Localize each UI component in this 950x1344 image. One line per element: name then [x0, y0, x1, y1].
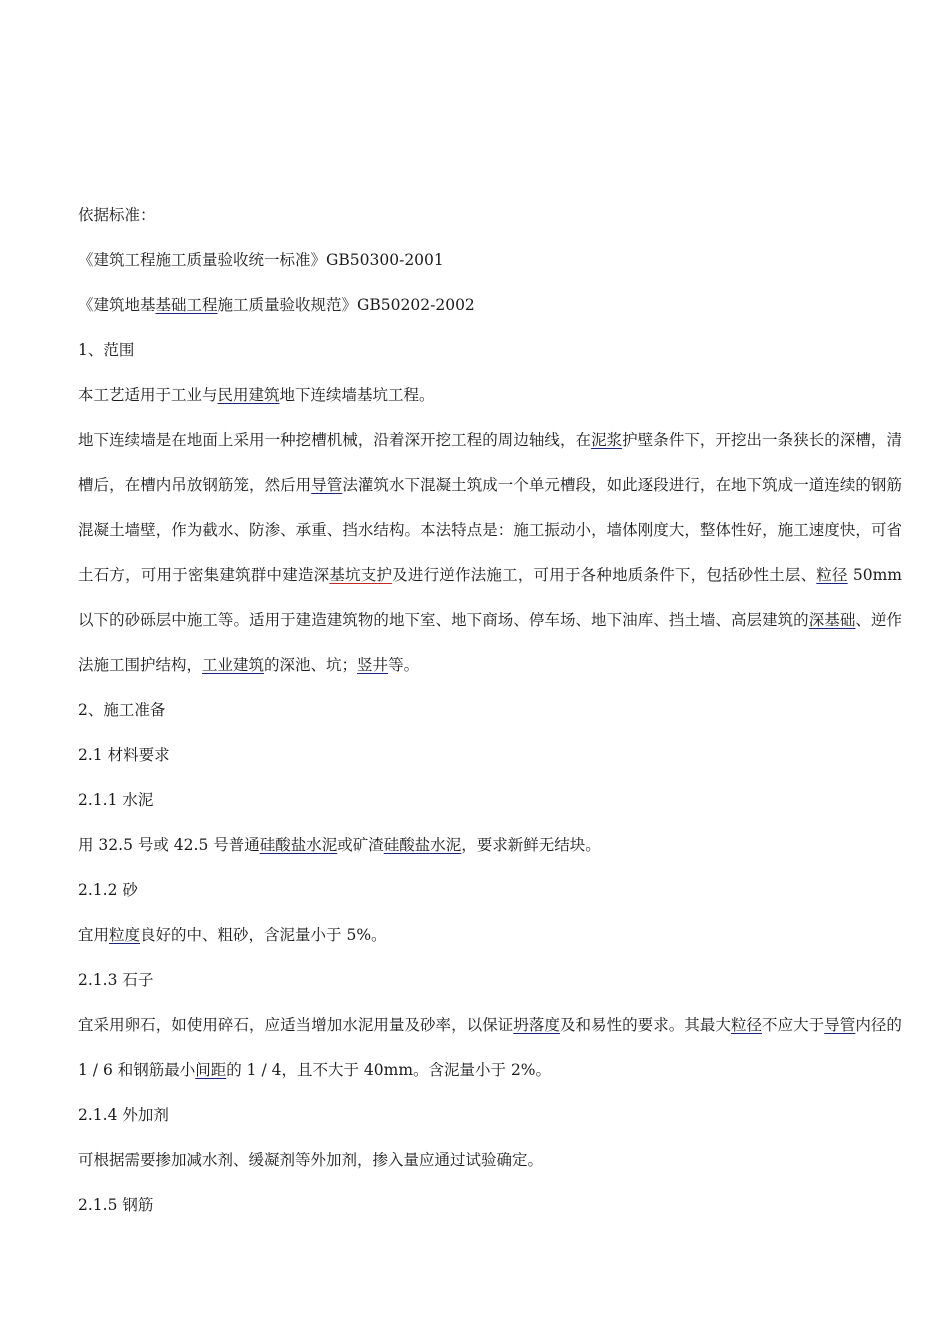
standard-2-text-b: 施工质量验收规范》GB50202-2002 [217, 296, 475, 314]
link-portland-cement[interactable]: 硅酸盐水泥 [259, 836, 338, 854]
link-industrial-building[interactable]: 工业建筑 [202, 656, 265, 674]
link-deep-foundation[interactable]: 深基础 [808, 611, 856, 629]
diaphragm-wall-description [78, 418, 902, 688]
link-particle-size-2[interactable]: 粒径 [730, 1016, 763, 1034]
link-pit-support[interactable]: 基坑支护 [329, 566, 393, 584]
sand-text-2: 良好的中、粗砂，含泥量小于 5%。 [140, 926, 387, 944]
desc-text-6: 、逆作法施工围护结构， [78, 611, 902, 674]
section-2-1-heading: 2.1 材料要求 [78, 746, 170, 764]
sand-text-1: 宜用 [78, 926, 110, 944]
admixture-paragraph: 可根据需要掺加减水剂、缓凝剂等外加剂，掺入量应通过试验确定。 [78, 1151, 544, 1169]
link-tremie-pipe[interactable]: 导管 [311, 476, 343, 494]
section-2-1-1-heading: 2.1.1 水泥 [78, 791, 154, 809]
standard-2 [78, 283, 902, 328]
stone-text-2: 及和易性的要求。其最大 [559, 1016, 731, 1034]
stone-text-5: 的 1 / 4，且不大于 40mm。含泥量小于 2%。 [226, 1061, 552, 1079]
cement-paragraph [78, 823, 902, 868]
section-2-1-3-heading: 2.1.3 石子 [78, 971, 154, 989]
desc-text-4: 及进行逆作法施工，可用于各种地质条件下，包括砂性土层、 [392, 566, 817, 584]
link-spacing[interactable]: 间距 [195, 1061, 227, 1079]
cement-text-1: 用 32.5 号或 42.5 号普通 [78, 836, 260, 854]
document-body [78, 193, 902, 1228]
desc-text-5: 50mm 以下的砂砾层中施工等。适用于建造建筑物的地下室、地下商场、停车场、地下油库、挡土墙、高层建筑的 [78, 566, 902, 629]
section-2-1-4-heading: 2.1.4 外加剂 [78, 1106, 169, 1124]
link-particle-size[interactable]: 粒径 [816, 566, 848, 584]
desc-text-8: 等。 [388, 656, 420, 674]
desc-text-7: 的深池、坑； [264, 656, 358, 674]
link-slump[interactable]: 坍落度 [513, 1016, 560, 1034]
scope-text-b: 地下连续墙基坑工程。 [279, 386, 435, 404]
link-slurry[interactable]: 泥浆 [591, 431, 623, 449]
standard-2-text-a: 《建筑地基 [78, 296, 156, 314]
sand-paragraph [78, 913, 902, 958]
stone-text-4: 内径的 1 / 6 和钢筋最小 [78, 1016, 902, 1079]
desc-text-1: 地下连续墙是在地面上采用一种挖槽机械，沿着深开挖工程的周边轴线，在 [78, 431, 592, 449]
cement-text-3: ，要求新鲜无结块。 [461, 836, 601, 854]
scope-text-a: 本工艺适用于工业与 [78, 386, 218, 404]
link-tremie-pipe-2[interactable]: 导管 [824, 1016, 856, 1034]
stone-paragraph [78, 1003, 902, 1093]
link-civil-building[interactable]: 民用建筑 [217, 386, 280, 404]
link-portland-cement-2[interactable]: 硅酸盐水泥 [383, 836, 462, 854]
desc-text-2: 护壁条件下，开挖出一条狭长的深槽，清槽后，在槽内吊放钢筋笼，然后用 [78, 431, 902, 494]
section-2-1-2-heading: 2.1.2 砂 [78, 881, 138, 899]
section-2-heading: 2、施工准备 [78, 701, 166, 719]
stone-text-1: 宜采用卵石，如使用碎石，应适当增加水泥用量及砂率，以保证 [78, 1016, 514, 1034]
cement-text-2: 或矿渣 [337, 836, 384, 854]
link-foundation-engineering[interactable]: 基础工程 [155, 296, 218, 314]
desc-text-3: 法灌筑水下混凝土筑成一个单元槽段，如此逐段进行，在地下筑成一道连续的钢筋混凝土墙壁，作为截水、防渗、承重、挡水结构。本法特点是：施工振动小，墙体刚度大，整体性好，施工速度快，可省土石方，可用于密集建筑群中建造深 [78, 476, 902, 584]
link-shaft[interactable]: 竖井 [357, 656, 389, 674]
scope-paragraph [78, 373, 902, 418]
standard-1: 《建筑工程施工质量验收统一标准》GB50300-2001 [78, 251, 444, 269]
section-2-1-5-heading: 2.1.5 钢筋 [78, 1196, 154, 1214]
basis-heading: 依据标准： [78, 206, 156, 224]
section-1-heading: 1、范围 [78, 341, 135, 359]
link-grading[interactable]: 粒度 [109, 926, 141, 944]
stone-text-3: 不应大于 [762, 1016, 825, 1034]
